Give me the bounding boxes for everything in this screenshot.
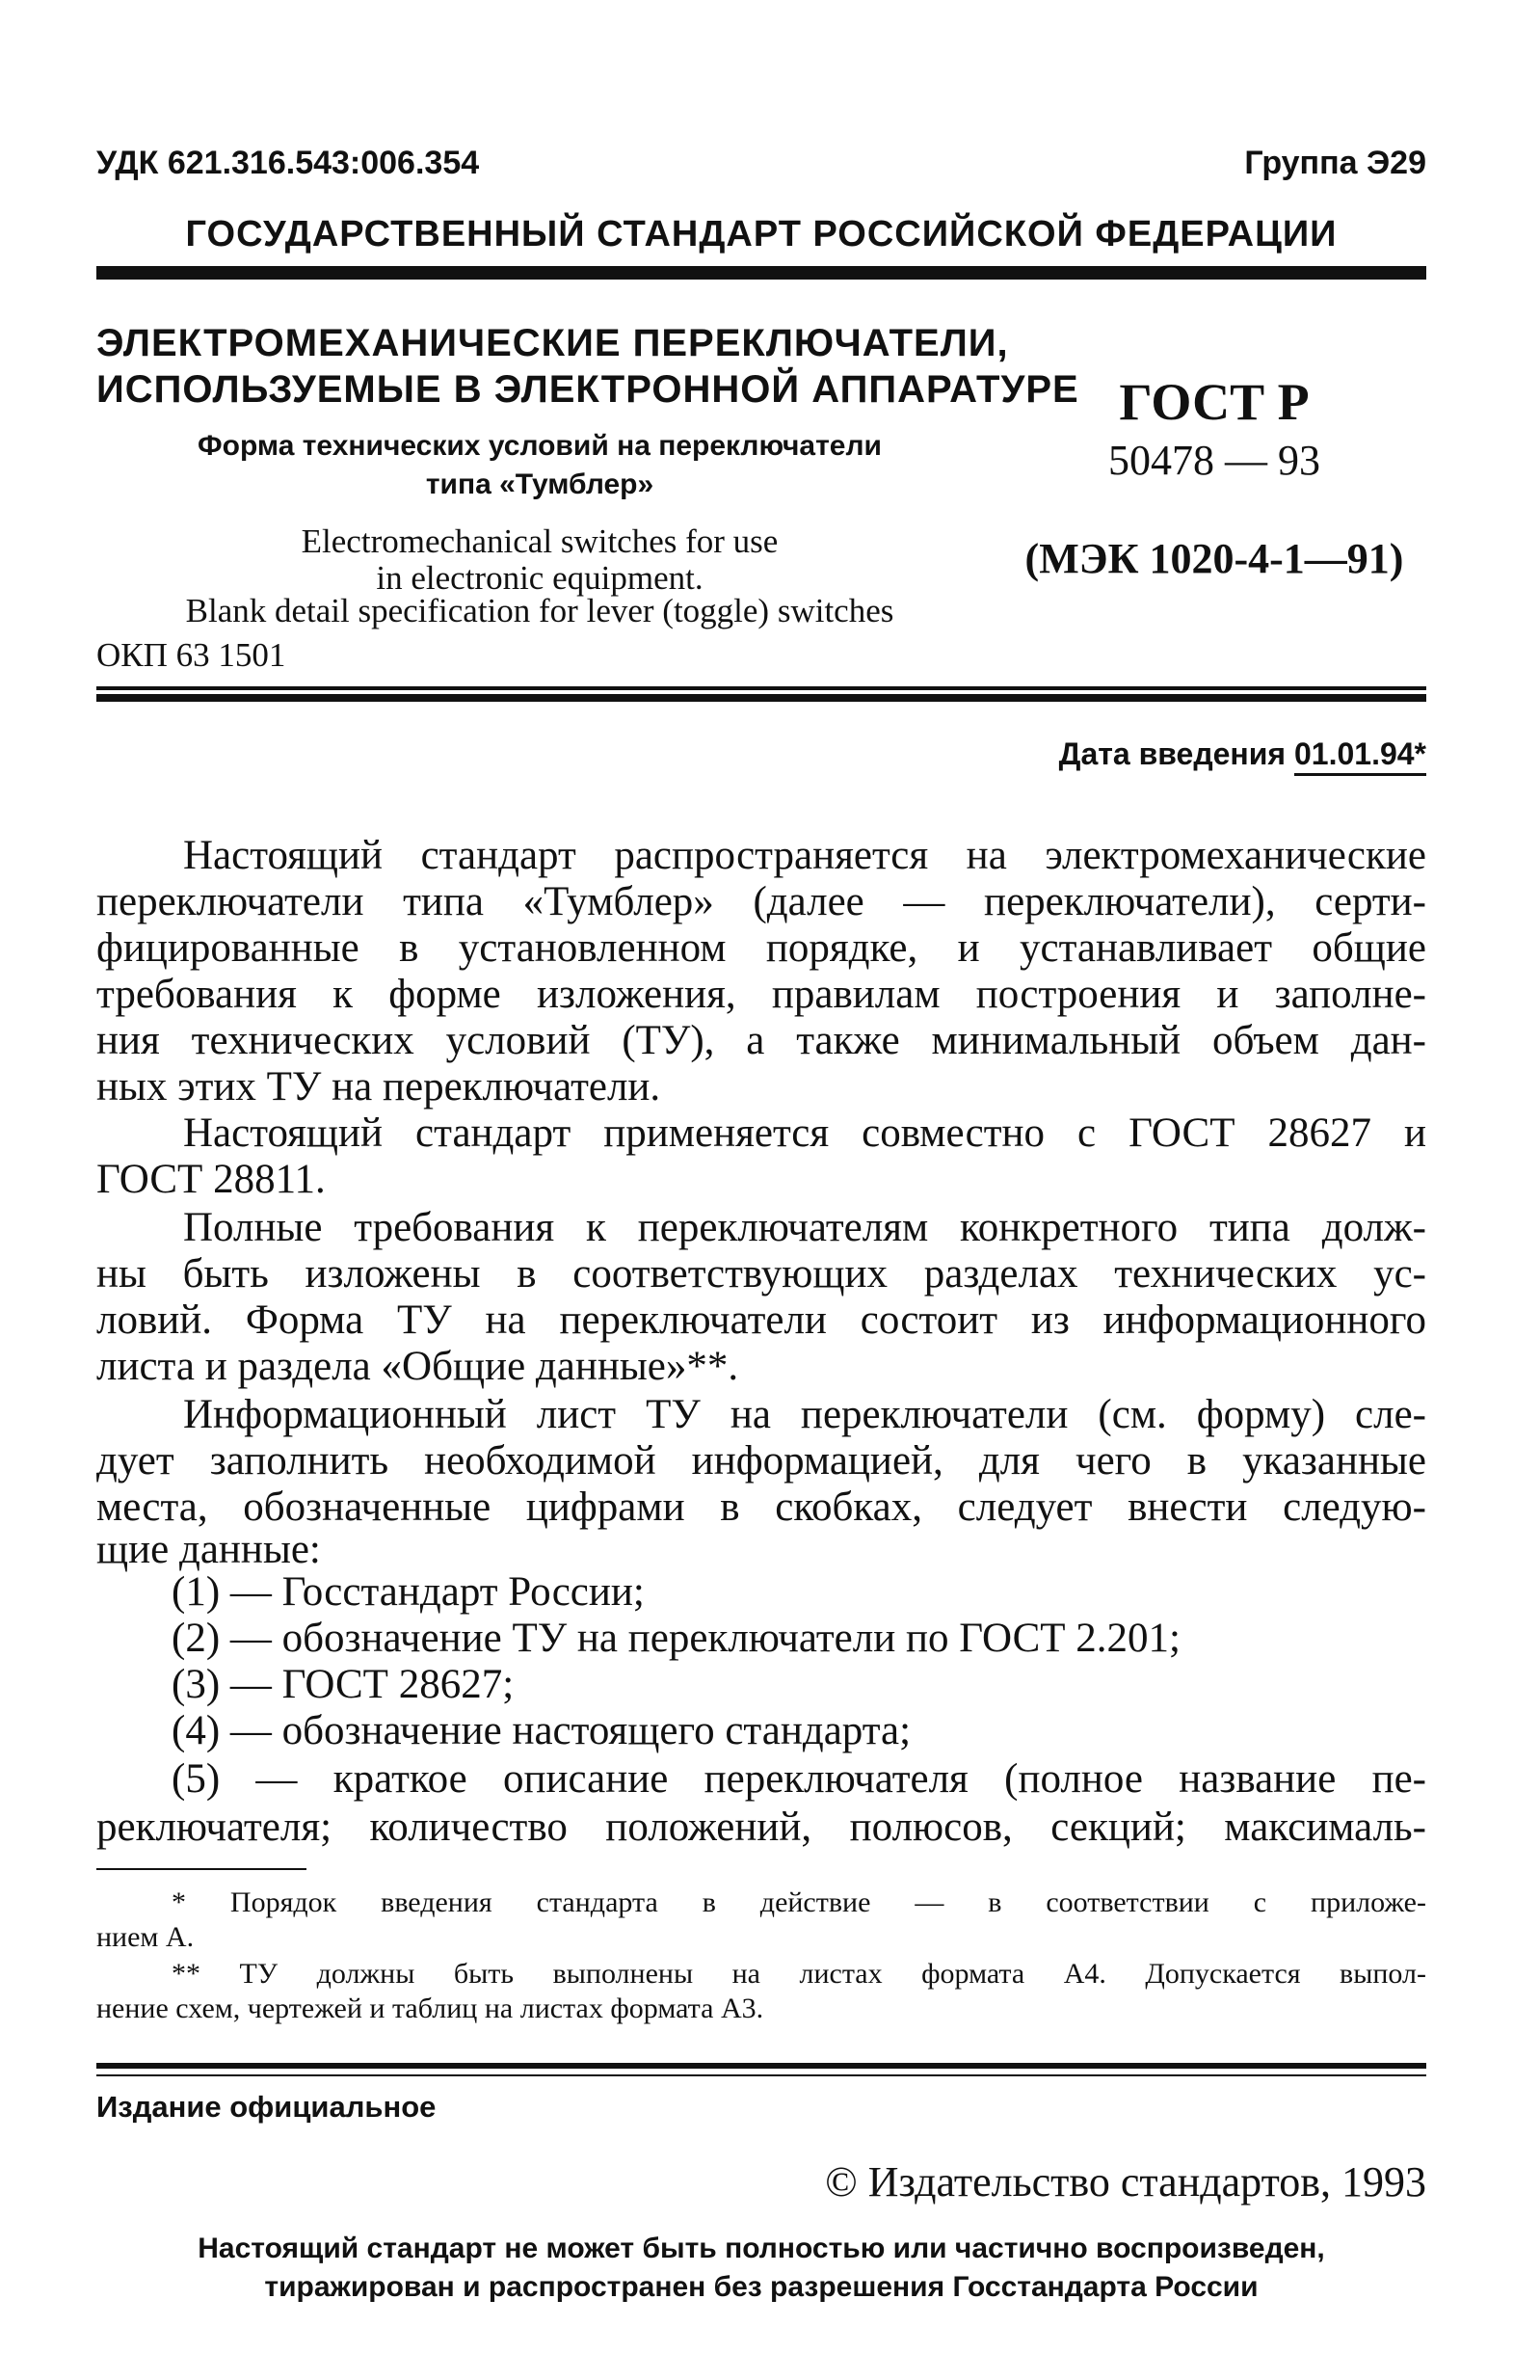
- english-title-line-2: in electronic equipment.: [376, 559, 704, 597]
- footer-rule-thin: [96, 2074, 1426, 2076]
- body-line: Настоящий стандарт распространяется на электромеханические: [183, 833, 1426, 878]
- body-line: листа и раздела «Общие данные»**.: [96, 1344, 739, 1389]
- body-line: требования к форме изложения, правилам построения и заполне-: [96, 972, 1426, 1017]
- top-thick-rule: [96, 266, 1426, 280]
- state-standard-heading: ГОСУДАРСТВЕННЫЙ СТАНДАРТ РОССИЙСКОЙ ФЕДЕРАЦИИ: [185, 214, 1338, 254]
- footnote-1-line-1: * Порядок введения стандарта в действие — в соответствии с приложе-: [172, 1886, 1426, 1918]
- body-line: места, обозначенные цифрами в скобках, следует внести следую-: [96, 1484, 1426, 1530]
- list-item: (1) — Госстандарт России;: [172, 1569, 645, 1615]
- iec-reference: (МЭК 1020-4-1—91): [1024, 535, 1404, 582]
- udk-code: УДК 621.316.543:006.354: [96, 145, 480, 181]
- list-item: (5) — краткое описание переключателя (полное название пе-: [172, 1756, 1426, 1802]
- intro-date: [1059, 736, 1426, 772]
- body-line: ловий. Форма ТУ на переключатели состоит из информационного: [96, 1297, 1426, 1343]
- body-line: реключателя; количество положений, полюсов, секций; максималь-: [96, 1805, 1426, 1850]
- reproduction-notice-line-1: Настоящий стандарт не может быть полностью или частично воспроизведен,: [198, 2233, 1325, 2264]
- gost-number: 50478 — 93: [1108, 437, 1320, 484]
- body-line: переключатели типа «Тумблер» (далее — переключатели), серти-: [96, 879, 1426, 924]
- middle-rule-thick: [96, 694, 1426, 702]
- body-line: Настоящий стандарт применяется совместно с ГОСТ 28627 и: [183, 1110, 1426, 1156]
- body-line: Информационный лист ТУ на переключатели (см. форму) сле-: [183, 1392, 1426, 1437]
- middle-rule-thin: [96, 686, 1426, 690]
- reproduction-notice-line-2: тиражирован и распространен без разрешения Госстандарта России: [264, 2271, 1259, 2303]
- subtitle-line-1: Форма технических условий на переключатели: [198, 430, 882, 462]
- official-edition: Издание официальное: [96, 2090, 437, 2124]
- list-item: (3) — ГОСТ 28627;: [172, 1662, 515, 1707]
- body-line: ГОСТ 28811.: [96, 1157, 326, 1202]
- intro-date-label: Дата введения: [1058, 736, 1287, 771]
- body-line: дует заполнить необходимой информацией, для чего в указанные: [96, 1438, 1426, 1484]
- group-code: Группа Э29: [1244, 145, 1426, 181]
- footer-rule-thick: [96, 2063, 1426, 2069]
- body-line: Полные требования к переключателям конкретного типа долж-: [183, 1205, 1426, 1250]
- body-line: ных этих ТУ на переключатели.: [96, 1064, 661, 1110]
- gost-label: ГОСТ Р: [1119, 373, 1310, 431]
- body-line: щие данные:: [96, 1527, 321, 1572]
- okp-code: ОКП 63 1501: [96, 636, 286, 674]
- subtitle-line-2: типа «Тумблер»: [425, 468, 654, 500]
- footnote-2-line-2: нение схем, чертежей и таблиц на листах формата А3.: [96, 1992, 764, 2024]
- body-line: фицированные в установленном порядке, и устанавливает общие: [96, 925, 1426, 971]
- list-item: (4) — обозначение настоящего стандарта;: [172, 1708, 912, 1753]
- footnote-separator: [96, 1868, 306, 1870]
- copyright: © Издательство стандартов, 1993: [825, 2158, 1426, 2206]
- body-line: ны быть изложены в соответствующих разделах технических ус-: [96, 1251, 1426, 1297]
- intro-date-value: 01.01.94*: [1294, 736, 1426, 776]
- english-title-line-1: Electromechanical switches for use: [301, 522, 779, 560]
- footnote-2-line-1: ** ТУ должны быть выполнены на листах формата А4. Допускается выпол-: [172, 1958, 1426, 1990]
- list-item: (2) — обозначение ТУ на переключатели по ГОСТ 2.201;: [172, 1616, 1181, 1661]
- title-line-2: ИСПОЛЬЗУЕМЫЕ В ЭЛЕКТРОННОЙ АППАРАТУРЕ: [96, 368, 1079, 411]
- title-line-1: ЭЛЕКТРОМЕХАНИЧЕСКИЕ ПЕРЕКЛЮЧАТЕЛИ,: [96, 322, 1009, 364]
- footnote-1-line-2: нием А.: [96, 1921, 195, 1953]
- body-line: ния технических условий (ТУ), а также минимальный объем дан-: [96, 1018, 1426, 1063]
- english-title-line-3: Blank detail specification for lever (toggle) switches: [185, 592, 894, 629]
